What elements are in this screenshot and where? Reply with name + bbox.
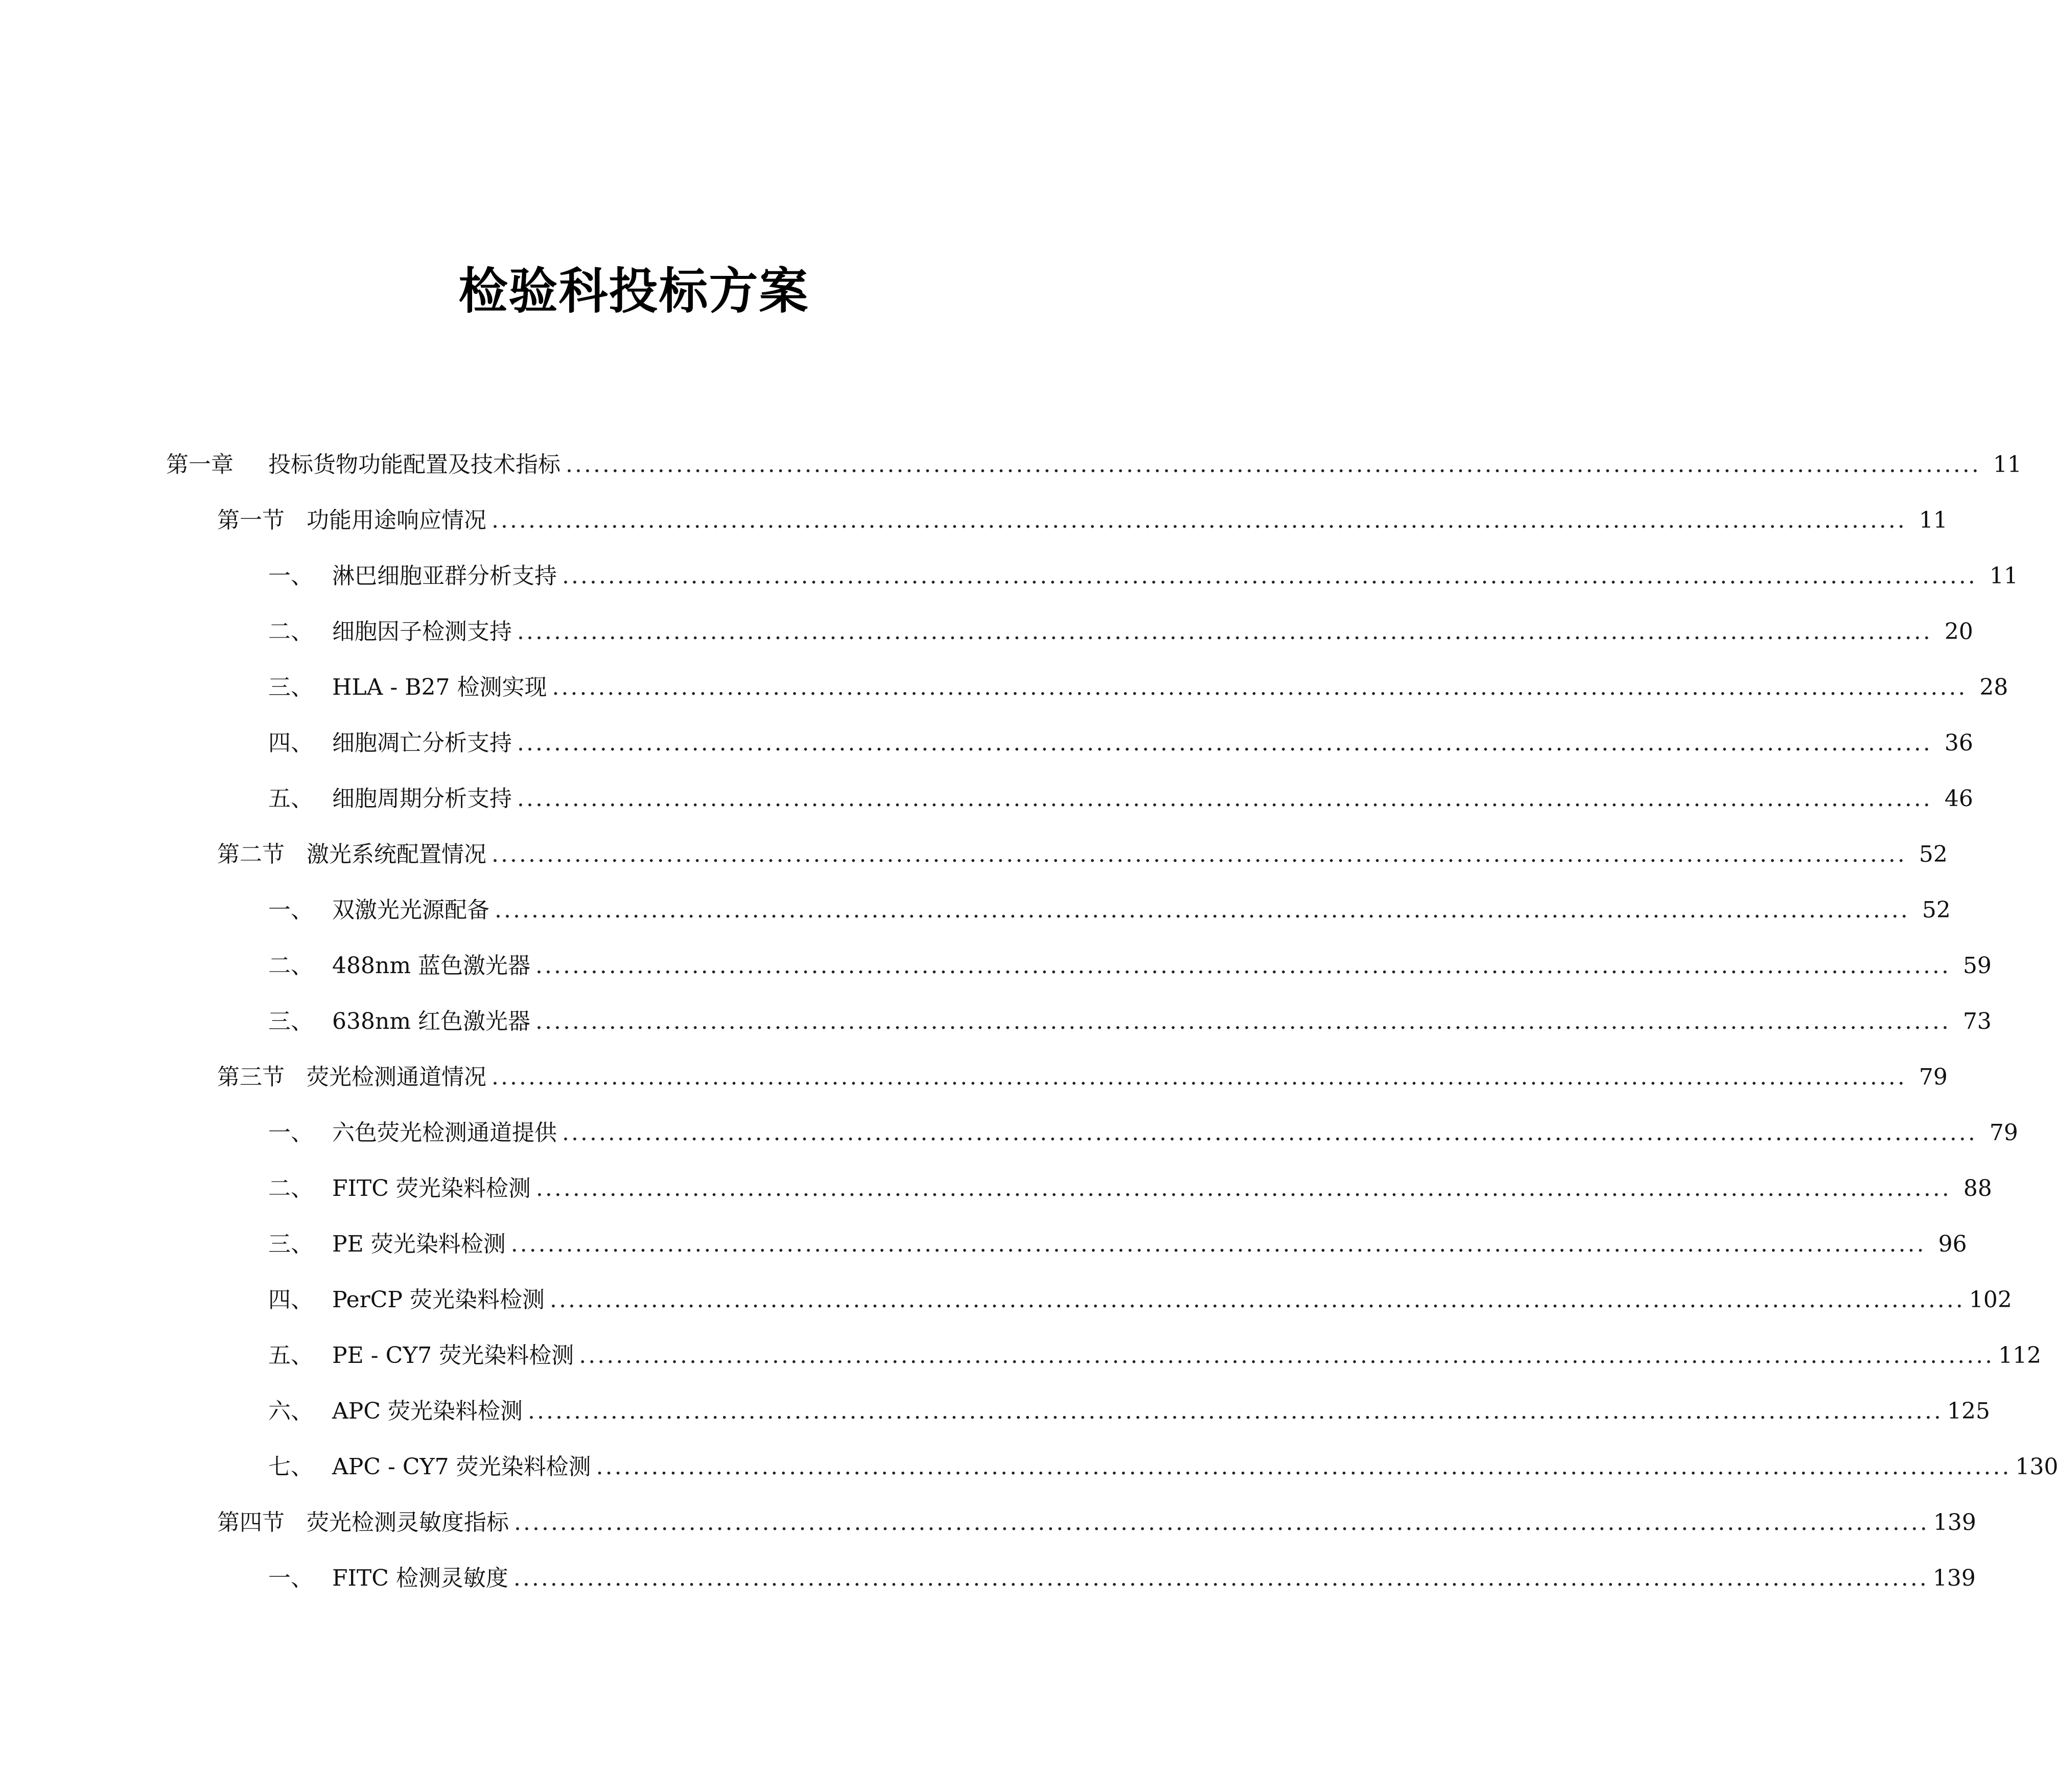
toc-entry-title: 激光系统配置情况 <box>307 841 486 867</box>
toc-entry-section-3[interactable] <box>217 1057 1948 1098</box>
toc-entry-item[interactable] <box>268 723 1973 764</box>
toc-entry-number: 五、 <box>268 1342 313 1369</box>
toc-entry-number: 三、 <box>268 674 313 700</box>
toc-entry-number: 四、 <box>268 1287 313 1313</box>
toc-entry-section-1[interactable] <box>217 500 1948 541</box>
toc-entry-number: 一、 <box>268 897 313 923</box>
toc-dot-leader: .......................................................................................................................................................... <box>514 1510 1929 1536</box>
toc-entry-page: 59 <box>1962 953 1992 979</box>
toc-entry-number: 三、 <box>268 1008 313 1034</box>
toc-entry-item[interactable] <box>268 946 1992 986</box>
toc-dot-leader: .......................................................................................................................................................... <box>552 674 1968 700</box>
toc-dot-leader: .......................................................................................................................................................... <box>535 1008 1951 1034</box>
toc-entry-title: PE - CY7 荧光染料检测 <box>332 1342 574 1369</box>
toc-entry-page: 46 <box>1944 786 1973 812</box>
toc-entry-title: 488nm 蓝色激光器 <box>332 953 531 979</box>
toc-entry-title: HLA - B27 检测实现 <box>332 674 547 700</box>
toc-dot-leader: .......................................................................................................................................................... <box>492 507 1907 533</box>
toc-entry-title: 细胞周期分析支持 <box>332 786 512 812</box>
toc-entry-item[interactable] <box>268 1558 1976 1599</box>
toc-entry-page: 11 <box>1993 452 2022 478</box>
toc-dot-leader: .......................................................................................................................................................... <box>535 953 1951 979</box>
document-title: 检验科投标方案 <box>458 263 809 320</box>
toc-dot-leader: .......................................................................................................................................................... <box>579 1342 1995 1369</box>
toc-entry-page: 79 <box>1919 1064 1948 1090</box>
toc-entry-number: 第一章 <box>166 452 233 478</box>
toc-entry-item[interactable] <box>268 1113 2018 1153</box>
toc-dot-leader: .......................................................................................................................................................... <box>517 619 1932 645</box>
toc-dot-leader: .......................................................................................................................................................... <box>549 1287 1965 1313</box>
toc-entry-title: 六色荧光检测通道提供 <box>332 1120 557 1146</box>
toc-entry-page: 102 <box>1969 1287 2012 1313</box>
toc-entry-page: 139 <box>1933 1510 1976 1536</box>
toc-entry-title: 638nm 红色激光器 <box>332 1008 531 1034</box>
toc-entry-page: 96 <box>1938 1231 1967 1257</box>
toc-dot-leader: .......................................................................................................................................................... <box>562 563 1977 589</box>
toc-dot-leader: .......................................................................................................................................................... <box>492 841 1907 867</box>
toc-entry-page: 11 <box>1919 507 1948 533</box>
toc-entry-number: 七、 <box>268 1454 313 1480</box>
toc-dot-leader: .......................................................................................................................................................... <box>517 786 1932 812</box>
toc-dot-leader: .......................................................................................................................................................... <box>495 897 1910 923</box>
toc-entry-title: PerCP 荧光染料检测 <box>332 1287 545 1313</box>
toc-entry-item[interactable] <box>268 1224 1967 1265</box>
toc-dot-leader: .......................................................................................................................................................... <box>535 1175 1951 1201</box>
toc-entry-number: 第二节 <box>217 841 285 867</box>
toc-entry-section-2[interactable] <box>217 834 1948 875</box>
toc-entry-item[interactable] <box>268 667 2008 708</box>
toc-dot-leader: .......................................................................................................................................................... <box>596 1454 2012 1480</box>
toc-entry-title: FITC 荧光染料检测 <box>332 1175 531 1201</box>
toc-entry-number: 四、 <box>268 730 313 756</box>
toc-entry-number: 六、 <box>268 1398 313 1424</box>
toc-entry-page: 112 <box>1998 1342 2042 1369</box>
toc-entry-item[interactable] <box>268 1001 1992 1042</box>
toc-entry-item[interactable] <box>268 1391 1990 1432</box>
toc-entry-title: APC 荧光染料检测 <box>332 1398 523 1424</box>
toc-entry-page: 88 <box>1963 1175 1992 1201</box>
toc-entry-item[interactable] <box>268 779 1973 819</box>
toc-entry-number: 二、 <box>268 953 313 979</box>
toc-entry-page: 139 <box>1932 1565 1976 1591</box>
toc-entry-item[interactable] <box>268 890 1951 931</box>
toc-entry-title: APC - CY7 荧光染料检测 <box>332 1454 591 1480</box>
toc-dot-leader: .......................................................................................................................................................... <box>562 1120 1977 1146</box>
toc-entry-page: 79 <box>1989 1120 2018 1146</box>
toc-entry-title: 荧光检测通道情况 <box>307 1064 486 1090</box>
toc-entry-section-4[interactable] <box>217 1502 1976 1543</box>
toc-entry-page: 28 <box>1979 674 2008 700</box>
toc-dot-leader: .......................................................................................................................................................... <box>492 1064 1907 1090</box>
toc-entry-number: 第一节 <box>217 507 285 533</box>
toc-dot-leader: .......................................................................................................................................................... <box>513 1565 1929 1591</box>
toc-entry-number: 五、 <box>268 786 313 812</box>
toc-entry-page: 20 <box>1944 619 1973 645</box>
toc-entry-title: 细胞因子检测支持 <box>332 619 512 645</box>
toc-entry-number: 二、 <box>268 1175 313 1201</box>
toc-dot-leader: .......................................................................................................................................................... <box>566 452 1981 478</box>
toc-dot-leader: .......................................................................................................................................................... <box>510 1231 1926 1257</box>
toc-entry-page: 52 <box>1922 897 1951 923</box>
toc-entry-number: 一、 <box>268 1565 313 1591</box>
toc-entry-title: 投标货物功能配置及技术指标 <box>268 452 560 478</box>
toc-dot-leader: .......................................................................................................................................................... <box>528 1398 1943 1424</box>
toc-entry-page: 11 <box>1989 563 2018 589</box>
toc-entry-chapter-1[interactable] <box>166 444 2022 485</box>
toc-entry-number: 一、 <box>268 563 313 589</box>
toc-entry-page: 130 <box>2015 1454 2058 1480</box>
toc-entry-page: 73 <box>1962 1008 1992 1034</box>
toc-entry-title: PE 荧光染料检测 <box>332 1231 506 1257</box>
toc-entry-page: 52 <box>1919 841 1948 867</box>
toc-entry-page: 125 <box>1947 1398 1990 1424</box>
toc-entry-title: 双激光光源配备 <box>332 897 489 923</box>
toc-entry-title: FITC 检测灵敏度 <box>332 1565 508 1591</box>
toc-dot-leader: .......................................................................................................................................................... <box>517 730 1932 756</box>
toc-entry-title: 淋巴细胞亚群分析支持 <box>332 563 557 589</box>
toc-entry-item[interactable] <box>268 1447 2058 1488</box>
toc-entry-number: 三、 <box>268 1231 313 1257</box>
toc-entry-item[interactable] <box>268 611 1973 652</box>
toc-entry-item[interactable] <box>268 1280 2012 1321</box>
toc-entry-number: 第三节 <box>217 1064 285 1090</box>
toc-entry-item[interactable] <box>268 556 2018 597</box>
toc-entry-item[interactable] <box>268 1168 1992 1209</box>
toc-entry-number: 第四节 <box>217 1510 285 1536</box>
toc-entry-title: 荧光检测灵敏度指标 <box>307 1510 509 1536</box>
toc-entry-item[interactable] <box>268 1335 2042 1376</box>
toc-entry-number: 一、 <box>268 1120 313 1146</box>
toc-entry-title: 功能用途响应情况 <box>307 507 486 533</box>
toc-entry-title: 细胞凋亡分析支持 <box>332 730 512 756</box>
toc-entry-page: 36 <box>1944 730 1973 756</box>
toc-entry-number: 二、 <box>268 619 313 645</box>
